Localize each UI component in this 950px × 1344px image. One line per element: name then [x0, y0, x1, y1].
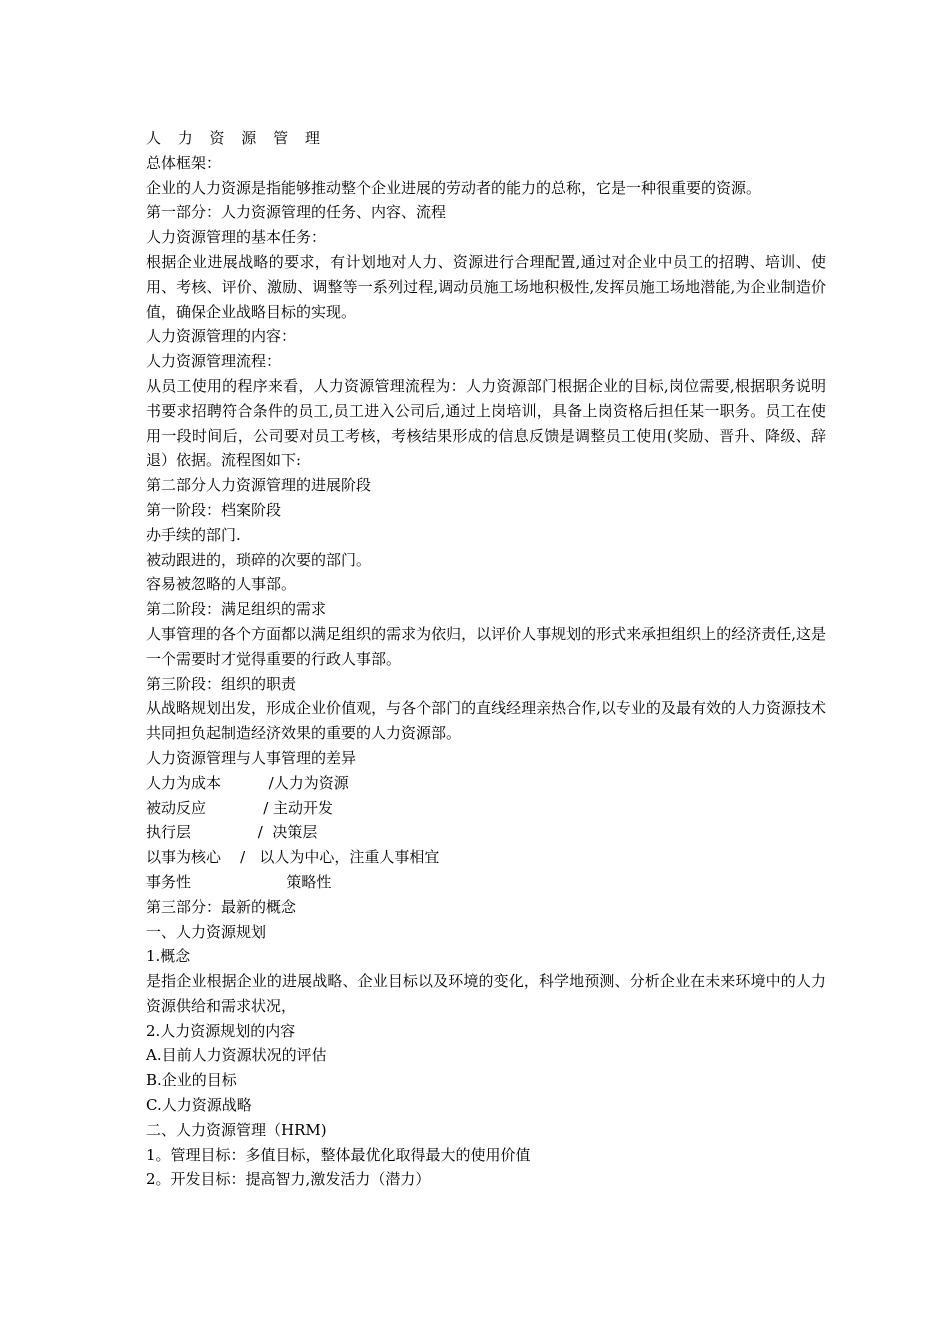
text-line: 第二部分人力资源管理的进展阶段 — [146, 476, 372, 495]
text-line: 第三部分：最新的概念 — [146, 897, 297, 916]
text-line: 办手续的部门. — [146, 525, 241, 544]
text-line: 二、人力资源管理（HRM) — [146, 1120, 327, 1139]
text-line: 一、人力资源规划 — [146, 922, 267, 941]
paragraph: 从员工使用的程序来看，人力资源管理流程为：人力资源部门根据企业的目标,岗位需要,根据职务说明书要求招聘符合条件的员工,员工进入公司后,通过上岗培训，具备上岗资格后担任某一职务。员工在使用一段时间后，公司要对员工考核，考核结果形成的信息反馈是调整员工使用(奖励、晋升、降级、辞退）依据。流程图如下: — [146, 376, 826, 470]
paragraph: 从战略规划出发，形成企业价值观，与各个部门的直线经理亲热合作,以专业的及最有效的人力资源技术共同担负起制造经济效果的重要的人力资源部。 — [146, 699, 826, 743]
paragraph: 是指企业根据企业的进展战略、企业目标以及环境的变化，科学地预测、分析企业在未来环境中的人力资源供给和需求状况， — [146, 972, 826, 1015]
text-line: 以事为核心 / 以人为中心，注重人事相宜 — [146, 848, 440, 867]
text-line: 人力资源管理与人事管理的差异 — [146, 748, 357, 767]
text-line: 人力资源管理的内容： — [146, 327, 297, 346]
text-line: 人力资源管理流程： — [146, 352, 282, 371]
text-line: 被动跟进的，琐碎的次要的部门。 — [146, 550, 372, 569]
document-page — [146, 126, 826, 1192]
paragraph: 人事管理的各个方面都以满足组织的需求为依归，以评价人事规划的形式来承担组织上的经济责任,这是一个需要时才觉得重要的行政人事部。 — [146, 624, 826, 668]
text-line: 第一部分：人力资源管理的任务、内容、流程 — [146, 203, 447, 222]
text-line: 2。开发目标：提高智力,激发活力（潜力） — [146, 1170, 431, 1189]
text-line: B.企业的目标 — [146, 1071, 237, 1090]
text-line: 容易被忽略的人事部。 — [146, 575, 297, 594]
paragraph: 企业的人力资源是指能够推动整个企业进展的劳动者的能力的总称，它是一种很重要的资源。 — [146, 178, 762, 197]
text-line: 人力资源管理的基本任务： — [146, 228, 327, 247]
text-line: 第二阶段：满足组织的需求 — [146, 600, 327, 619]
text-line: 事务性 策略性 — [146, 872, 332, 891]
text-line: 第一阶段：档案阶段 — [146, 500, 282, 519]
text-line: 执行层 / 决策层 — [146, 823, 318, 842]
text-line: 第三阶段：组织的职责 — [146, 674, 297, 693]
text-line: 1.概念 — [146, 947, 191, 966]
text-line: 人力为成本 /人力为资源 — [146, 773, 349, 792]
text-line: 被动反应 / 主动开发 — [146, 798, 334, 817]
text-line: A.目前人力资源状况的评估 — [146, 1046, 327, 1065]
document-title: 人 力 资 源 管 理 — [146, 129, 326, 147]
paragraph: 根据企业进展战略的要求，有计划地对人力、资源进行合理配置,通过对企业中员工的招聘、培训、使用、考核、评价、激励、调整等一系列过程,调动员施工场地积极性,发挥员施工场地潜能,为企业制造价值，确保企业战略目标的实现。 — [146, 252, 826, 321]
text-line: 总体框架： — [146, 153, 222, 172]
text-line: 1。管理目标：多值目标，整体最优化取得最大的使用价值 — [146, 1145, 531, 1164]
text-line: 2.人力资源规划的内容 — [146, 1021, 296, 1040]
text-line: C.人力资源战略 — [146, 1096, 252, 1115]
